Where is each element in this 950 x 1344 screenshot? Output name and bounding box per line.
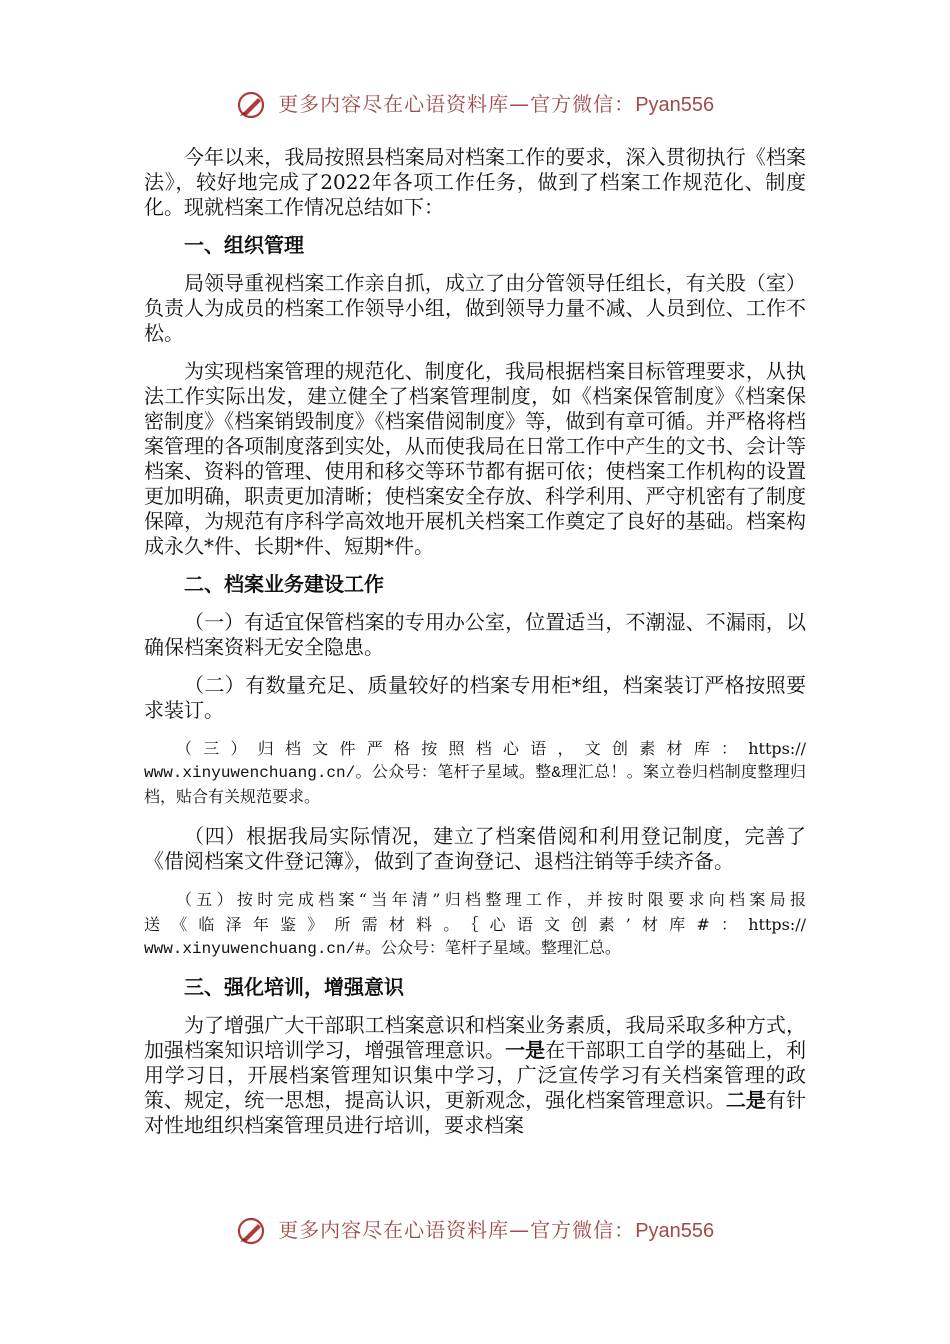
keyword-second: 二是 xyxy=(725,1088,766,1112)
paragraph-item-1: （一）有适宜保管档案的专用办公室，位置适当，不潮湿、不漏雨，以确保档案资料无安全隐患。 xyxy=(144,610,806,659)
paragraph-system: 为实现档案管理的规范化、制度化，我局根据档案目标管理要求，从执法工作实际出发，建立健全了档案管理制度，如《档案保管制度》《档案保密制度》《档案销毁制度》《档案借阅制度》等，做到有章可循。并严格将档案管理的各项制度落到实处，从而使我局在日常工作中产生的文书、会计等档案、资料的管理、使用和移交等环节都有据可依；使档案工作机构的设置更加明确，职责更加清晰；使档案安全存放、科学利用、严守机密有了制度保障，为规范有序科学高效地开展机关档案工作奠定了良好的基础。档案构成永久*件、长期*件、短期*件。 xyxy=(144,359,806,558)
item-3-rest: www.xinyuwenchuang.cn/。公众号：笔杆子星域。整&理汇总！。案立卷归档制度整理归档，贴合有关规范要求。 xyxy=(144,764,806,807)
paragraph-item-2: （二）有数量充足、质量较好的档案专用柜*组，档案装订严格按照要求装订。 xyxy=(144,673,806,722)
intro-paragraph: 今年以来，我局按照县档案局对档案工作的要求，深入贯彻执行《档案法》，较好地完成了2022年各项工作任务，做到了档案工作规范化、制度化。现就档案工作情况总结如下： xyxy=(144,145,806,219)
section-heading-2: 二、档案业务建设工作 xyxy=(184,572,384,596)
paragraph-item-5 xyxy=(144,887,806,962)
footer-banner xyxy=(0,1212,950,1246)
banner-handle: Pyan556 xyxy=(635,94,715,116)
pen-circle-logo-icon xyxy=(236,1216,266,1246)
item-5-line-2: 送《临泽年鉴》所需材料。｛心语文创素’材库#：https:// xyxy=(144,915,806,934)
pen-circle-logo-icon xyxy=(236,90,266,120)
section-heading-1: 一、组织管理 xyxy=(184,233,304,257)
banner-text: 更多内容尽在心语资料库—官方微信：Pyan556 xyxy=(278,92,715,116)
item-5-rest: www.xinyuwenchuang.cn/#。公众号：笔杆子星域。整理汇总。 xyxy=(144,940,621,958)
banner-handle: Pyan556 xyxy=(635,1220,715,1242)
item-5-line-1: （五）按时完成档案“当年清”归档整理工作，并按时限要求向档案局报 xyxy=(176,890,806,909)
keyword-first: 一是 xyxy=(505,1038,546,1062)
paragraph-training: 为了增强广大干部职工档案意识和档案业务素质，我局采取多种方式，加强档案知识培训学习，增强管理意识。一是在干部职工自学的基础上，利用学习日，开展档案管理知识集中学习，广泛宣传学习有关档案管理的政策、规定，统一思想，提高认识，更新观念，强化档案管理意识。二是有针对性地组织档案管理员进行培训，要求档案 xyxy=(144,1013,806,1137)
document-body xyxy=(144,145,806,1151)
paragraph-item-3 xyxy=(144,736,806,811)
header-banner xyxy=(0,86,950,120)
paragraph-item-4: （四）根据我局实际情况，建立了档案借阅和利用登记制度，完善了《借阅档案文件登记簿》，做到了查询登记、退档注销等手续齐备。 xyxy=(144,824,806,873)
item-3-line-1: （三）归档文件严格按照档心语，文创素材库：https:// xyxy=(176,739,806,758)
paragraph-leadership: 局领导重视档案工作亲自抓，成立了由分管领导任组长，有关股（室）负责人为成员的档案工作领导小组，做到领导力量不减、人员到位、工作不松。 xyxy=(144,271,806,345)
section-heading-3: 三、强化培训，增强意识 xyxy=(184,975,404,999)
banner-text: 更多内容尽在心语资料库—官方微信：Pyan556 xyxy=(278,1218,715,1242)
